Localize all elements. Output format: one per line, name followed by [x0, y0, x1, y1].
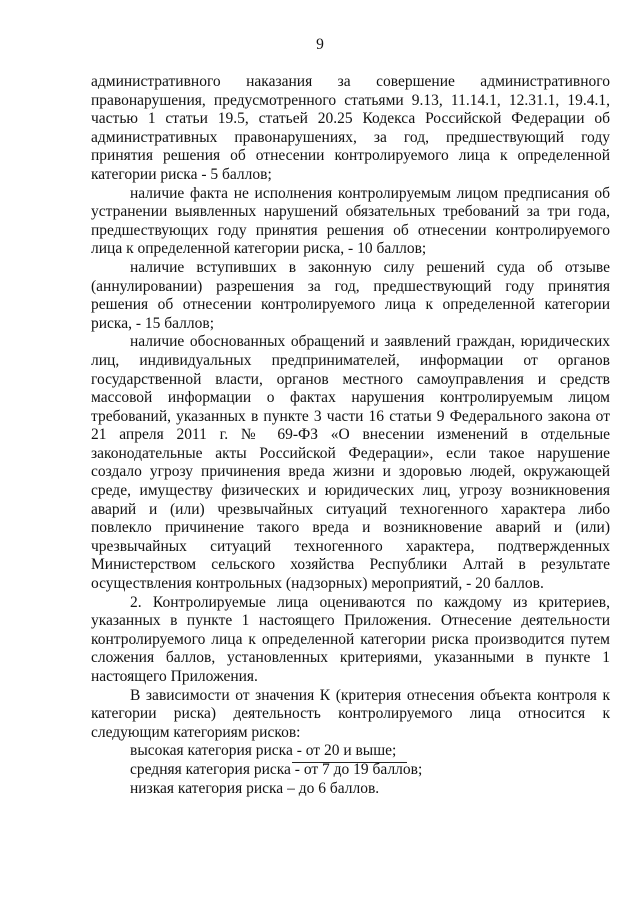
risk-category-low: низкая категория риска – до 6 баллов.: [130, 779, 380, 797]
paragraph-court-decisions: наличие вступивших в законную силу решений суда об отзыве (аннулировании) разрешения за год, предшествующий году принятия решения об отнесении контролируемого лица к определенной категории риска, - 15 баллов;: [91, 258, 610, 332]
document-end-separator: [292, 762, 407, 763]
paragraph-continuation-administrative-penalty: административного наказания за совершение административного правонарушения, предусмотренного статьями 9.13, 11.14.1, 12.31.1, 19.4.1, частью 1 статьи 19.5, статьей 20.25 Кодекса Российской Федерации об административных правонарушениях, за год, предшествующий году принятия решения об отнесении контролируемого лица к определенной категории риска - 5 баллов;: [91, 73, 610, 183]
paragraph-point-2-assessment: 2. Контролируемые лица оцениваются по каждому из критериев, указанных в пункте 1 настоящего Приложения. Отнесение деятельности контролируемого лица к определенной категории риска производится путем сложения баллов, установленных критериями, указанными в пункте 1 настоящего Приложения.: [91, 593, 610, 685]
paragraph-unfulfilled-order: наличие факта не исполнения контролируемым лицом предписания об устранении выявленных нарушений обязательных требований за три года, предшествующих году принятия решения об отнесении контролируемого лица к определенной категории риска, - 10 баллов;: [91, 184, 610, 258]
paragraph-citizen-appeals: наличие обоснованных обращений и заявлений граждан, юридических лиц, индивидуальных предпринимателей, информации от органов государственной власти, органов местного самоуправления и средств массовой информации о фактах нарушения контролируемым лицом требований, указанных в пункте 3 части 16 статьи 9 Федерального закона от 21 апреля 2011 г. № 69-ФЗ «О внесении изменений в отдельные законодательные акты Российской Федерации», если такое нарушение создало угрозу причинения вреда жизни и здоровью людей, окружающей среде, имуществу физических и юридических лиц, угрозу возникновения аварий и (или) чрезвычайных ситуаций техногенного характера либо повлекло причинение такого вреда и возникновение аварий и (или) чрезвычайных ситуаций техногенного характера, подтвержденных Министерством сельского хозяйства Республики Алтай в результате осуществления контрольных (надзорных) мероприятий, - 20 баллов.: [91, 333, 610, 593]
risk-category-high: высокая категория риска - от 20 и выше;: [130, 742, 397, 760]
document-body: [91, 73, 610, 798]
page-number: 9: [316, 36, 324, 53]
risk-category-medium: средняя категория риска - от 7 до 19 баллов;: [130, 760, 423, 778]
paragraph-risk-classification-intro: В зависимости от значения К (критерия отнесения объекта контроля к категории риска) деятельность контролируемого лица относится к следующим категориям рисков:: [91, 686, 610, 741]
